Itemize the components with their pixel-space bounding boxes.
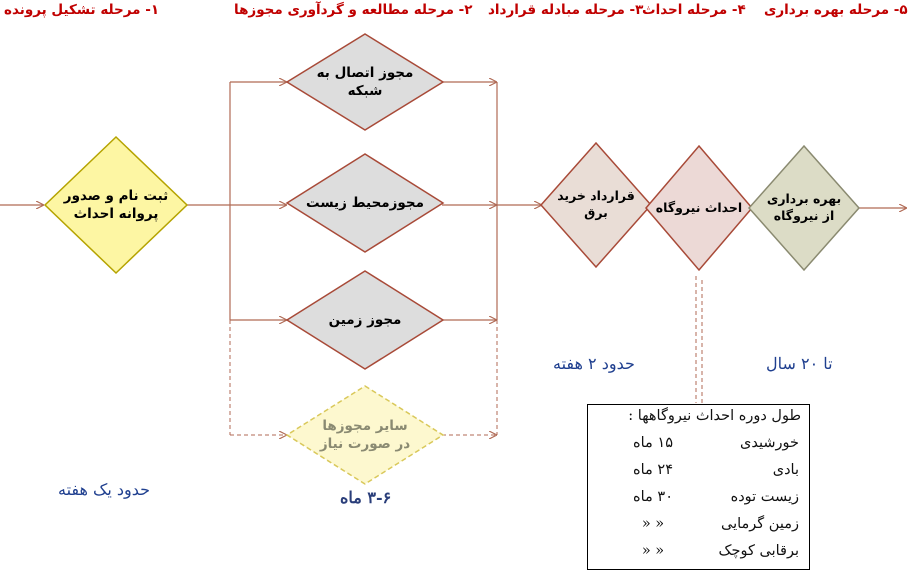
- stage-2-duration: ۳-۶ ماه: [340, 488, 392, 507]
- note-duration: « «: [641, 516, 665, 532]
- stage-5-title: ۵- مرحله بهره برداری: [764, 2, 908, 18]
- note-row: [588, 462, 809, 486]
- note-plant-type: زمین گرمایی: [720, 516, 799, 532]
- note-plant-type: بادی: [772, 462, 799, 478]
- note-duration: ۱۵ ماه: [633, 435, 673, 451]
- construction-period-note: [587, 404, 810, 570]
- stage-3-duration: حدود ۲ هفته: [553, 354, 635, 373]
- operation-label: بهره برداری از نیروگاه: [766, 191, 842, 223]
- construction-label: احداث نیروگاه: [655, 199, 743, 215]
- stage-5-duration: تا ۲۰ سال: [766, 354, 833, 373]
- stage-1-duration: حدود یک هفته: [58, 480, 151, 499]
- other-permits-label: سایر مجوزها در صورت نیاز: [319, 417, 411, 452]
- note-plant-type: برقابی کوچک: [718, 543, 799, 559]
- stage-3-title: ۳- مرحله مبادله قرارداد: [488, 2, 644, 18]
- stage-2-title: ۲- مرحله مطالعه و گردآوری مجوزها: [234, 2, 473, 18]
- note-duration: « «: [641, 543, 665, 559]
- note-row: [588, 543, 809, 567]
- note-plant-type: خورشیدی: [740, 435, 799, 451]
- grid-permit-label: مجوز اتصال به شبکه: [316, 64, 414, 99]
- note-row: [588, 435, 809, 459]
- note-duration: ۲۴ ماه: [633, 462, 673, 478]
- note-duration: ۳۰ ماه: [633, 489, 673, 505]
- land-permit-label: مجوز زمین: [328, 311, 402, 328]
- note-plant-type: زیست توده: [730, 489, 799, 505]
- ppa-label: قرارداد خرید برق: [557, 188, 635, 220]
- note-title: طول دوره احداث نیروگاهها :: [628, 408, 801, 424]
- register-label: ثبت نام و صدور پروانه احداث: [63, 187, 169, 222]
- phase-separators: [696, 276, 702, 403]
- note-row: [588, 516, 809, 540]
- stage-4-title: ۴- مرحله احداث: [642, 2, 746, 18]
- stage-1-title: ۱- مرحله تشکیل پرونده: [4, 2, 160, 18]
- env-permit-label: مجوزمحیط زیست: [306, 194, 424, 211]
- note-row: [588, 489, 809, 513]
